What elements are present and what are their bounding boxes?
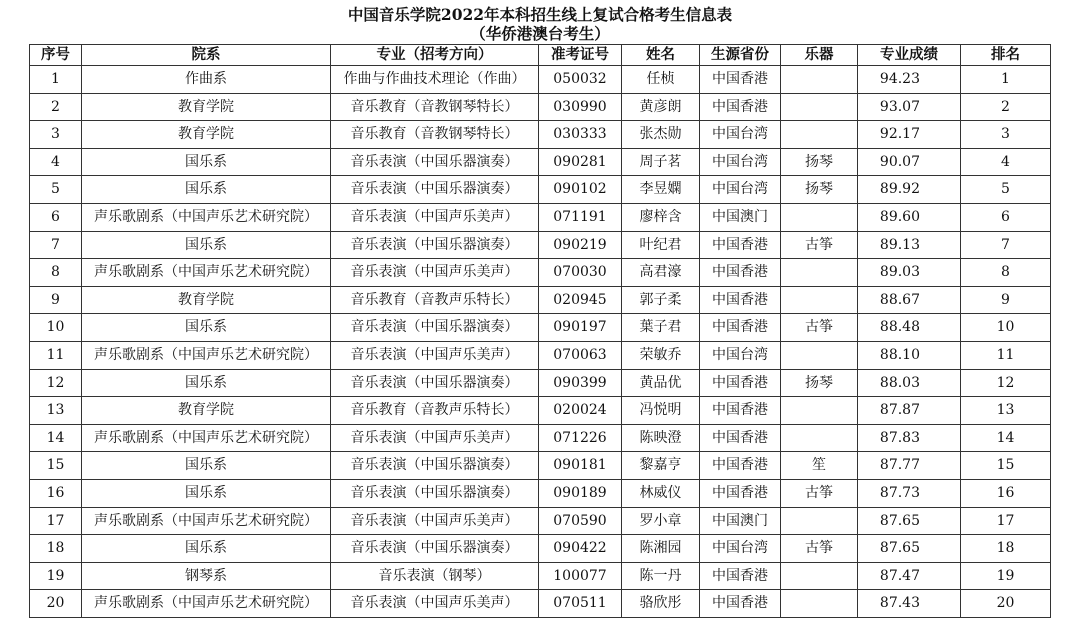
cell-name: 罗小章 [622, 507, 700, 535]
cell-department: 国乐系 [82, 314, 331, 342]
cell-instrument [781, 286, 858, 314]
cell-province: 中国香港 [700, 479, 781, 507]
cell-exam-id: 070030 [539, 259, 622, 287]
cell-exam-id: 070063 [539, 341, 622, 369]
cell-index: 9 [30, 286, 82, 314]
table-row [30, 562, 1051, 590]
cell-department: 教育学院 [82, 286, 331, 314]
cell-major: 音乐表演（中国乐器演奏） [331, 535, 539, 563]
cell-province: 中国香港 [700, 452, 781, 480]
cell-department: 教育学院 [82, 93, 331, 121]
cell-instrument [781, 203, 858, 231]
cell-major: 音乐表演（钢琴） [331, 562, 539, 590]
cell-name: 骆欣彤 [622, 590, 700, 618]
cell-major: 音乐教育（音教声乐特长） [331, 286, 539, 314]
cell-index: 11 [30, 341, 82, 369]
cell-department: 教育学院 [82, 121, 331, 149]
cell-instrument: 扬琴 [781, 148, 858, 176]
cell-instrument: 古筝 [781, 231, 858, 259]
cell-major: 音乐表演（中国声乐美声） [331, 590, 539, 618]
cell-province: 中国香港 [700, 314, 781, 342]
cell-score: 88.10 [858, 341, 961, 369]
cell-rank: 8 [961, 259, 1051, 287]
cell-exam-id: 090281 [539, 148, 622, 176]
cell-major: 音乐表演（中国声乐美声） [331, 341, 539, 369]
cell-exam-id: 100077 [539, 562, 622, 590]
cell-rank: 2 [961, 93, 1051, 121]
cell-index: 3 [30, 121, 82, 149]
cell-score: 89.60 [858, 203, 961, 231]
cell-province: 中国台湾 [700, 176, 781, 204]
cell-score: 89.13 [858, 231, 961, 259]
cell-name: 张杰勋 [622, 121, 700, 149]
cell-instrument: 古筝 [781, 479, 858, 507]
cell-name: 黎嘉亨 [622, 452, 700, 480]
cell-instrument [781, 397, 858, 425]
cell-province: 中国香港 [700, 397, 781, 425]
cell-rank: 17 [961, 507, 1051, 535]
cell-major: 音乐表演（中国声乐美声） [331, 259, 539, 287]
cell-score: 94.23 [858, 66, 961, 94]
cell-major: 作曲与作曲技术理论（作曲） [331, 66, 539, 94]
cell-index: 5 [30, 176, 82, 204]
cell-exam-id: 070590 [539, 507, 622, 535]
cell-exam-id: 030333 [539, 121, 622, 149]
cell-province: 中国台湾 [700, 121, 781, 149]
cell-rank: 13 [961, 397, 1051, 425]
cell-province: 中国香港 [700, 66, 781, 94]
table-body [30, 66, 1051, 618]
cell-score: 87.83 [858, 424, 961, 452]
cell-score: 88.48 [858, 314, 961, 342]
cell-exam-id: 090102 [539, 176, 622, 204]
cell-major: 音乐教育（音教钢琴特长） [331, 93, 539, 121]
table-row [30, 369, 1051, 397]
results-table [29, 44, 1051, 618]
cell-name: 林威仪 [622, 479, 700, 507]
cell-score: 87.87 [858, 397, 961, 425]
cell-rank: 1 [961, 66, 1051, 94]
cell-instrument [781, 341, 858, 369]
cell-province: 中国香港 [700, 369, 781, 397]
cell-rank: 14 [961, 424, 1051, 452]
cell-province: 中国香港 [700, 590, 781, 618]
table-row [30, 397, 1051, 425]
cell-instrument: 笙 [781, 452, 858, 480]
cell-province: 中国香港 [700, 424, 781, 452]
cell-department: 声乐歌剧系（中国声乐艺术研究院） [82, 424, 331, 452]
table-row [30, 479, 1051, 507]
table-row [30, 231, 1051, 259]
cell-index: 15 [30, 452, 82, 480]
cell-rank: 11 [961, 341, 1051, 369]
cell-index: 12 [30, 369, 82, 397]
cell-score: 87.73 [858, 479, 961, 507]
table-row [30, 176, 1051, 204]
cell-department: 声乐歌剧系（中国声乐艺术研究院） [82, 259, 331, 287]
cell-name: 陈湘园 [622, 535, 700, 563]
cell-major: 音乐教育（音教钢琴特长） [331, 121, 539, 149]
cell-score: 89.03 [858, 259, 961, 287]
cell-index: 2 [30, 93, 82, 121]
cell-province: 中国台湾 [700, 535, 781, 563]
cell-major: 音乐表演（中国声乐美声） [331, 507, 539, 535]
cell-instrument [781, 590, 858, 618]
table-row [30, 314, 1051, 342]
cell-name: 郭子柔 [622, 286, 700, 314]
cell-instrument [781, 259, 858, 287]
cell-index: 4 [30, 148, 82, 176]
cell-index: 10 [30, 314, 82, 342]
table-row [30, 148, 1051, 176]
cell-exam-id: 090181 [539, 452, 622, 480]
cell-exam-id: 030990 [539, 93, 622, 121]
cell-major: 音乐教育（音教声乐特长） [331, 397, 539, 425]
cell-department: 国乐系 [82, 452, 331, 480]
cell-major: 音乐表演（中国乐器演奏） [331, 452, 539, 480]
cell-department: 国乐系 [82, 369, 331, 397]
cell-exam-id: 090189 [539, 479, 622, 507]
table-row [30, 259, 1051, 287]
cell-index: 18 [30, 535, 82, 563]
document-title: 中国音乐学院2022年本科招生线上复试合格考生信息表 [347, 5, 733, 24]
cell-rank: 16 [961, 479, 1051, 507]
cell-department: 作曲系 [82, 66, 331, 94]
cell-instrument [781, 562, 858, 590]
cell-major: 音乐表演（中国乐器演奏） [331, 148, 539, 176]
cell-index: 7 [30, 231, 82, 259]
cell-major: 音乐表演（中国声乐美声） [331, 424, 539, 452]
cell-exam-id: 020945 [539, 286, 622, 314]
cell-name: 李昱嫻 [622, 176, 700, 204]
cell-rank: 15 [961, 452, 1051, 480]
cell-score: 93.07 [858, 93, 961, 121]
cell-department: 国乐系 [82, 535, 331, 563]
cell-department: 国乐系 [82, 479, 331, 507]
cell-name: 周子茗 [622, 148, 700, 176]
cell-instrument [781, 66, 858, 94]
cell-province: 中国台湾 [700, 148, 781, 176]
cell-exam-id: 070511 [539, 590, 622, 618]
cell-rank: 9 [961, 286, 1051, 314]
cell-score: 90.07 [858, 148, 961, 176]
cell-index: 13 [30, 397, 82, 425]
table-row [30, 590, 1051, 618]
header-province: 生源省份 [700, 45, 781, 66]
cell-province: 中国香港 [700, 93, 781, 121]
cell-major: 音乐表演（中国乐器演奏） [331, 369, 539, 397]
cell-name: 廖梓含 [622, 203, 700, 231]
cell-province: 中国香港 [700, 231, 781, 259]
cell-department: 声乐歌剧系（中国声乐艺术研究院） [82, 590, 331, 618]
cell-index: 14 [30, 424, 82, 452]
cell-province: 中国澳门 [700, 203, 781, 231]
table-row [30, 452, 1051, 480]
cell-major: 音乐表演（中国乐器演奏） [331, 176, 539, 204]
cell-rank: 5 [961, 176, 1051, 204]
cell-index: 8 [30, 259, 82, 287]
cell-score: 87.65 [858, 535, 961, 563]
header-score: 专业成绩 [858, 45, 961, 66]
cell-score: 87.47 [858, 562, 961, 590]
table-row [30, 507, 1051, 535]
cell-name: 陈一丹 [622, 562, 700, 590]
cell-score: 92.17 [858, 121, 961, 149]
cell-exam-id: 071226 [539, 424, 622, 452]
header-index: 序号 [30, 45, 82, 66]
cell-index: 20 [30, 590, 82, 618]
cell-score: 87.65 [858, 507, 961, 535]
cell-department: 声乐歌剧系（中国声乐艺术研究院） [82, 203, 331, 231]
cell-major: 音乐表演（中国乐器演奏） [331, 479, 539, 507]
cell-instrument: 扬琴 [781, 176, 858, 204]
table-header-row [30, 45, 1051, 66]
cell-province: 中国香港 [700, 259, 781, 287]
table-row [30, 424, 1051, 452]
cell-index: 1 [30, 66, 82, 94]
cell-rank: 10 [961, 314, 1051, 342]
cell-rank: 12 [961, 369, 1051, 397]
cell-rank: 3 [961, 121, 1051, 149]
cell-major: 音乐表演（中国声乐美声） [331, 203, 539, 231]
cell-instrument: 古筝 [781, 314, 858, 342]
cell-instrument: 古筝 [781, 535, 858, 563]
header-name: 姓名 [622, 45, 700, 66]
cell-rank: 18 [961, 535, 1051, 563]
cell-rank: 20 [961, 590, 1051, 618]
table-row [30, 203, 1051, 231]
cell-index: 17 [30, 507, 82, 535]
header-instrument: 乐器 [781, 45, 858, 66]
cell-name: 高君濠 [622, 259, 700, 287]
cell-exam-id: 071191 [539, 203, 622, 231]
cell-department: 国乐系 [82, 176, 331, 204]
cell-exam-id: 020024 [539, 397, 622, 425]
cell-province: 中国香港 [700, 286, 781, 314]
cell-name: 冯悦明 [622, 397, 700, 425]
cell-name: 黄彦朗 [622, 93, 700, 121]
cell-department: 国乐系 [82, 231, 331, 259]
cell-score: 88.67 [858, 286, 961, 314]
cell-rank: 4 [961, 148, 1051, 176]
table-row [30, 66, 1051, 94]
cell-name: 叶纪君 [622, 231, 700, 259]
cell-province: 中国台湾 [700, 341, 781, 369]
header-department: 院系 [82, 45, 331, 66]
cell-index: 6 [30, 203, 82, 231]
document-subtitle: （华侨港澳台考生） [470, 24, 610, 43]
cell-index: 16 [30, 479, 82, 507]
cell-score: 88.03 [858, 369, 961, 397]
cell-index: 19 [30, 562, 82, 590]
table-row [30, 121, 1051, 149]
table-row [30, 535, 1051, 563]
header-major: 专业（招考方向） [331, 45, 539, 66]
cell-rank: 19 [961, 562, 1051, 590]
cell-exam-id: 090219 [539, 231, 622, 259]
cell-instrument [781, 121, 858, 149]
cell-department: 教育学院 [82, 397, 331, 425]
header-exam-id: 准考证号 [539, 45, 622, 66]
cell-major: 音乐表演（中国乐器演奏） [331, 314, 539, 342]
cell-rank: 6 [961, 203, 1051, 231]
cell-instrument [781, 424, 858, 452]
cell-province: 中国澳门 [700, 507, 781, 535]
cell-score: 89.92 [858, 176, 961, 204]
table-row [30, 341, 1051, 369]
cell-exam-id: 090197 [539, 314, 622, 342]
cell-department: 声乐歌剧系（中国声乐艺术研究院） [82, 507, 331, 535]
cell-major: 音乐表演（中国乐器演奏） [331, 231, 539, 259]
cell-exam-id: 090422 [539, 535, 622, 563]
cell-name: 任桢 [622, 66, 700, 94]
table-row [30, 286, 1051, 314]
cell-province: 中国香港 [700, 562, 781, 590]
header-rank: 排名 [961, 45, 1051, 66]
cell-department: 钢琴系 [82, 562, 331, 590]
cell-score: 87.77 [858, 452, 961, 480]
cell-instrument [781, 507, 858, 535]
cell-exam-id: 050032 [539, 66, 622, 94]
cell-instrument [781, 93, 858, 121]
cell-name: 葉子君 [622, 314, 700, 342]
cell-department: 声乐歌剧系（中国声乐艺术研究院） [82, 341, 331, 369]
cell-instrument: 扬琴 [781, 369, 858, 397]
cell-rank: 7 [961, 231, 1051, 259]
cell-score: 87.43 [858, 590, 961, 618]
cell-exam-id: 090399 [539, 369, 622, 397]
cell-name: 陈映澄 [622, 424, 700, 452]
cell-department: 国乐系 [82, 148, 331, 176]
table-row [30, 93, 1051, 121]
cell-name: 黄品优 [622, 369, 700, 397]
cell-name: 荣敏乔 [622, 341, 700, 369]
